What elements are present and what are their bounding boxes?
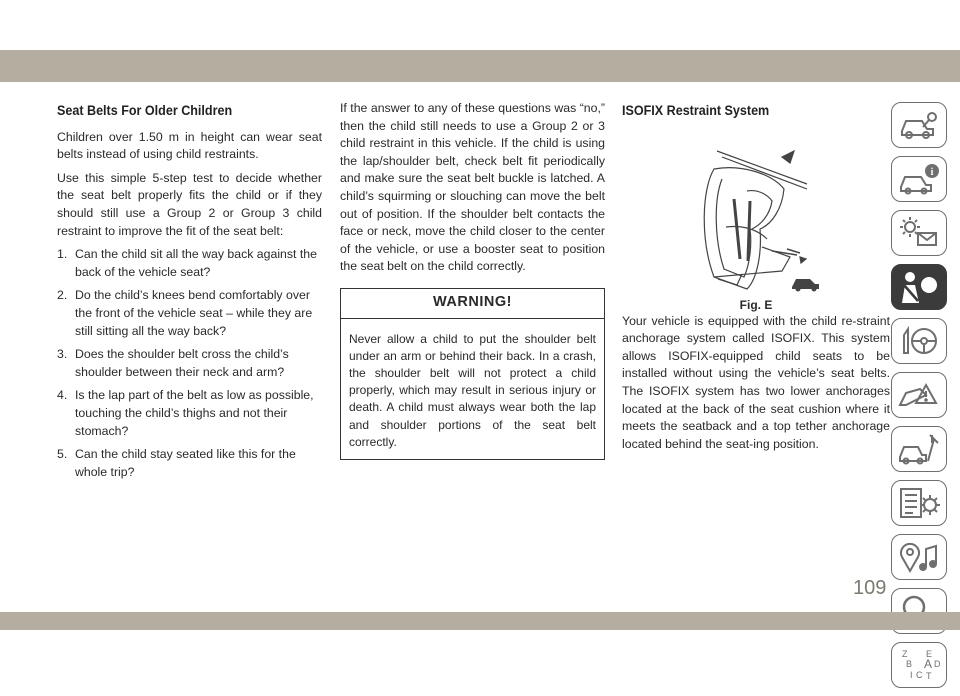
- svg-text:i: i: [930, 167, 934, 178]
- paragraph: Your vehicle is equipped with the child re-straint anchorage system called ISOFIX. This system allows ISOFIX-equipped child seats to be installed without using the vehicle’s seat belts. The ISOFIX system has two lower anchorages located at the back of the seat cushion where it meets the seatback and a top tether anchorage located behind the seat-ing position.: [622, 313, 890, 451]
- section-heading-older-children: Seat Belts For Older Children: [57, 103, 233, 118]
- svg-text:E: E: [926, 649, 933, 659]
- svg-text:I: I: [910, 670, 913, 680]
- list-item: [57, 346, 322, 381]
- warning-lights-icon: [896, 215, 942, 251]
- list-text: Can the child sit all the way back against the back of the vehicle seat?: [75, 247, 317, 279]
- list-text: Can the child stay seated like this for the whole trip?: [75, 447, 296, 479]
- chapter-tabs: [891, 102, 953, 696]
- svg-text:A: A: [924, 657, 933, 671]
- svg-text:C: C: [916, 670, 923, 680]
- tab-getting-to-know-vehicle[interactable]: [891, 102, 947, 148]
- svg-text:D: D: [934, 659, 941, 669]
- column-right: [622, 100, 890, 459]
- seatbelt-airbag-icon: [896, 269, 942, 305]
- tab-technical-specifications[interactable]: [891, 480, 947, 526]
- column-left: [57, 100, 322, 487]
- list-number: 4.: [57, 388, 68, 403]
- list-item: [57, 387, 322, 440]
- warning-title: WARNING!: [341, 289, 604, 319]
- tab-servicing-maintenance[interactable]: [891, 426, 947, 472]
- list-text: Do the child’s knees bend comfortably over the front of the vehicle seat – while they are still sitting all the way back?: [75, 288, 313, 338]
- warning-text: Never allow a child to put the shoulder belt under an arm or behind their back. In a crash, the shoulder belt will not protect a child properly, which may result in serious injury or death. A child must always wear both the lap and shoulder portions of the seat belt correctly.: [349, 331, 596, 449]
- tab-emergency[interactable]: [891, 372, 947, 418]
- child-seat-illustration: [622, 129, 890, 294]
- column-middle: [340, 100, 605, 460]
- paragraph: Use this simple 5-step test to decide whether the seat belt properly fits the child or if they should still use a Group 2 or Group 3 child restraint to improve the fit of the seat belt:: [57, 170, 322, 238]
- list-number: 1.: [57, 247, 68, 262]
- multimedia-icon: [896, 539, 942, 575]
- svg-text:B: B: [906, 659, 913, 669]
- vehicle-icon: [792, 279, 819, 292]
- tab-starting-operating[interactable]: [891, 318, 947, 364]
- tab-safety[interactable]: [891, 264, 947, 310]
- header-band: [0, 50, 960, 82]
- car-info-icon: [896, 161, 942, 197]
- tab-warning-lights[interactable]: [891, 210, 947, 256]
- svg-text:Z: Z: [902, 649, 908, 659]
- list-text: Does the shoulder belt cross the child’s shoulder between their neck and arm?: [75, 347, 289, 379]
- list-number: 2.: [57, 288, 68, 303]
- paragraph: Children over 1.50 m in height can wear seat belts instead of using child restraints.: [57, 129, 322, 162]
- figure-caption: Fig. E: [739, 297, 773, 312]
- list-number: 5.: [57, 447, 68, 462]
- tab-index[interactable]: [891, 642, 947, 688]
- steering-wheel-icon: [896, 323, 942, 359]
- tab-multimedia[interactable]: [891, 534, 947, 580]
- specs-gear-icon: [896, 485, 942, 521]
- list-text: Is the lap part of the belt as low as possible, touching the child’s thighs and not their stomach?: [75, 388, 314, 438]
- list-item: [57, 246, 322, 281]
- car-key-icon: [896, 107, 942, 143]
- page-number: 109: [853, 577, 887, 599]
- fit-test-list: [57, 246, 322, 481]
- list-number: 3.: [57, 347, 68, 362]
- list-item: [57, 287, 322, 340]
- figure-child-seat: [622, 129, 890, 312]
- tab-dashboard[interactable]: [891, 156, 947, 202]
- list-item: [57, 446, 322, 481]
- footer-band: [0, 612, 960, 630]
- car-tools-icon: [896, 431, 942, 467]
- warning-box: [340, 288, 605, 460]
- section-heading-isofix: ISOFIX Restraint System: [622, 103, 770, 118]
- svg-text:T: T: [926, 671, 932, 681]
- paragraph: If the answer to any of these questions was “no,” then the child still needs to use a Group 2 or 3 child restraint in this vehicle. If the child is using the lap/shoulder belt, check belt fit periodically and make sure the seat belt buckle is latched. A child’s squirming or slouching can move the belt out of position. If the shoulder belt contacts the face or neck, move the child closer to the center of the vehicle, or use a booster seat to position the seat belt on the child correctly.: [340, 101, 605, 274]
- car-hazard-icon: [896, 377, 942, 413]
